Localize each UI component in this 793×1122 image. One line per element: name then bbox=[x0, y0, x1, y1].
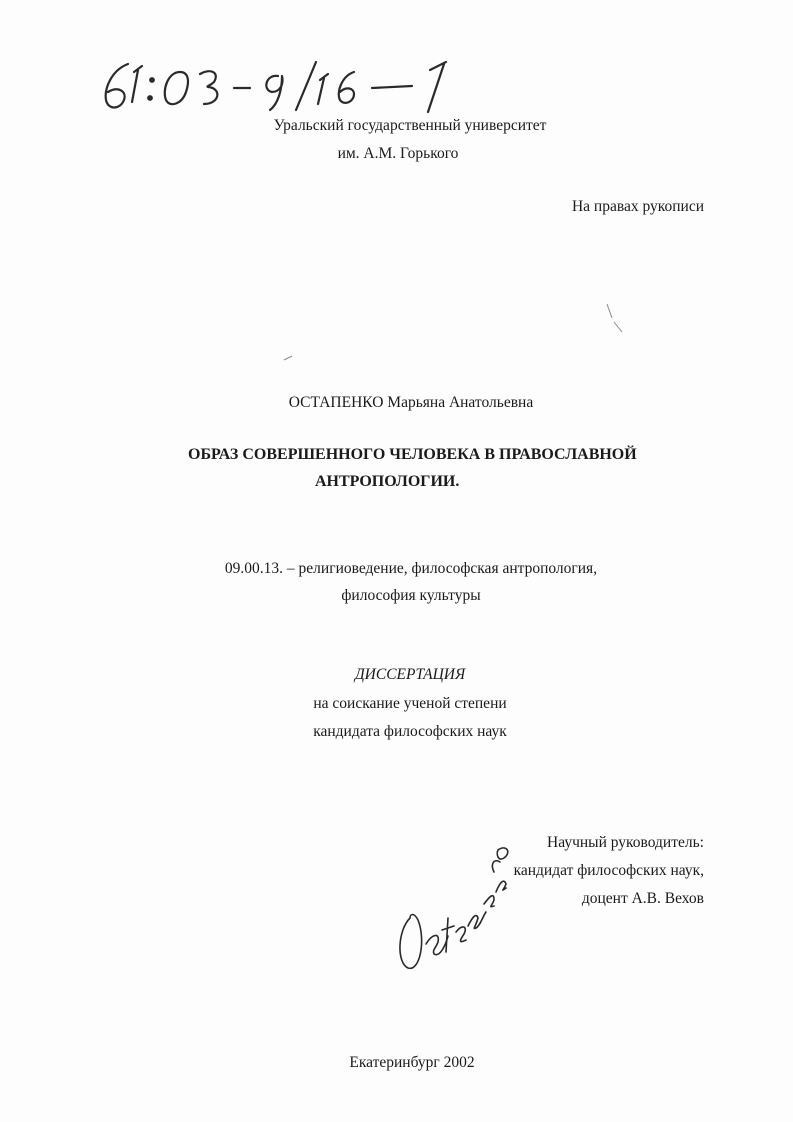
dissertation-label: ДИССЕРТАЦИЯ bbox=[354, 666, 466, 683]
dissertation-title-line-2: АНТРОПОЛОГИИ. bbox=[315, 473, 460, 490]
degree-line-2: кандидата философских наук bbox=[313, 723, 507, 740]
specialty-line-2: философия культуры bbox=[341, 587, 481, 604]
supervisor-degree: кандидат философских наук, bbox=[513, 862, 704, 879]
author-name: ОСТАПЕНКО Марьяна Анатольевна bbox=[288, 394, 534, 411]
signature bbox=[400, 848, 508, 968]
dissertation-title-line-1: ОБРАЗ СОВЕРШЕННОГО ЧЕЛОВЕКА В ПРАВОСЛАВНОЙ bbox=[188, 446, 637, 463]
supervisor-name: доцент А.В. Вехов bbox=[581, 890, 704, 907]
supervisor-title: Научный руководитель: bbox=[547, 834, 704, 851]
rights-notice: На правах рукописи bbox=[571, 198, 704, 215]
degree-line-1: на соискание ученой степени bbox=[313, 695, 507, 712]
university-name: Уральский государственный университет bbox=[273, 117, 547, 134]
specialty-line-1: 09.00.13. – религиоведение, философская антропология, bbox=[224, 560, 598, 577]
city-year: Екатеринбург 2002 bbox=[349, 1054, 475, 1071]
university-dedication: им. А.М. Горького bbox=[337, 145, 459, 162]
